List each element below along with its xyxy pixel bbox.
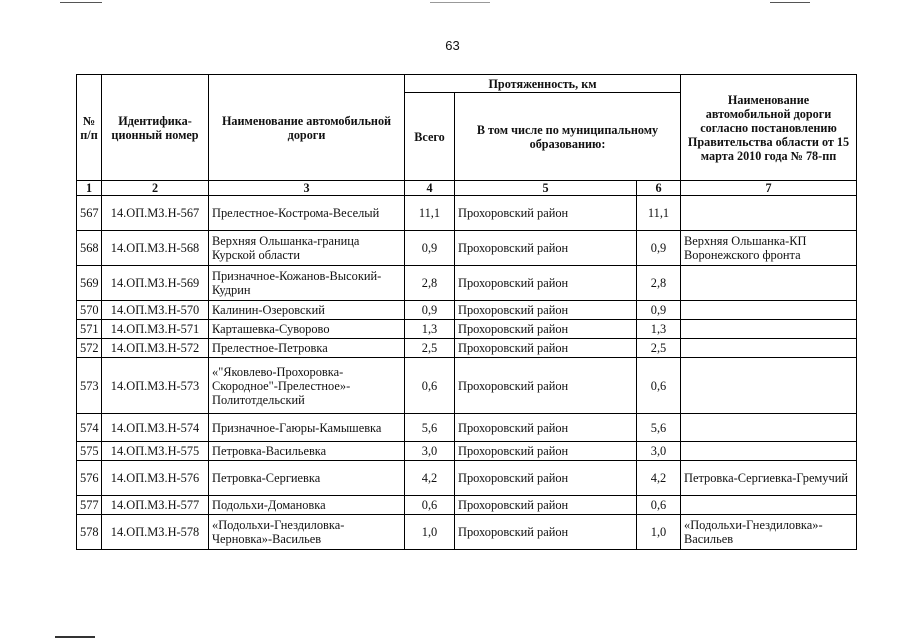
table-row	[77, 442, 857, 461]
cell-total: 11,1	[405, 196, 455, 231]
cell-total: 0,9	[405, 301, 455, 320]
cell-number: 577	[77, 496, 102, 515]
column-number: 4	[405, 181, 455, 196]
cell-district: Прохоровский район	[455, 339, 637, 358]
cell-district-km: 0,9	[637, 301, 681, 320]
cell-road-name: «"Яковлево-Прохоровка-Скородное"-Прелестное»-Политотдельский	[209, 358, 405, 414]
cell-number: 569	[77, 266, 102, 301]
cell-road-name: Калинин-Озеровский	[209, 301, 405, 320]
cell-district: Прохоровский район	[455, 301, 637, 320]
column-number: 1	[77, 181, 102, 196]
cell-road-name: Прелестное-Кострома-Веселый	[209, 196, 405, 231]
table-row	[77, 515, 857, 550]
cell-gov-name	[681, 414, 857, 442]
cell-district-km: 3,0	[637, 442, 681, 461]
table-row	[77, 196, 857, 231]
cell-number: 578	[77, 515, 102, 550]
scan-mark-top-right	[770, 2, 810, 3]
table-row	[77, 496, 857, 515]
column-number: 2	[102, 181, 209, 196]
cell-district-km: 0,6	[637, 358, 681, 414]
cell-district: Прохоровский район	[455, 515, 637, 550]
table-row	[77, 461, 857, 496]
cell-number: 575	[77, 442, 102, 461]
column-number: 5	[455, 181, 637, 196]
cell-number: 574	[77, 414, 102, 442]
table-row	[77, 320, 857, 339]
cell-number: 572	[77, 339, 102, 358]
header-total: Всего	[405, 93, 455, 181]
page-number: 63	[445, 38, 460, 53]
cell-total: 1,0	[405, 515, 455, 550]
column-number-row	[77, 181, 857, 196]
header-municipal: В том числе по муниципальному образованию:	[455, 93, 681, 181]
cell-gov-name: «Подольхи-Гнездиловка»-Васильев	[681, 515, 857, 550]
cell-gov-name: Петровка-Сергиевка-Гремучий	[681, 461, 857, 496]
cell-district-km: 11,1	[637, 196, 681, 231]
cell-gov-name	[681, 358, 857, 414]
cell-total: 2,8	[405, 266, 455, 301]
cell-total: 3,0	[405, 442, 455, 461]
cell-road-name: Верхняя Ольшанка-граница Курской области	[209, 231, 405, 266]
cell-identifier: 14.ОП.МЗ.Н-574	[102, 414, 209, 442]
scan-mark-top-left	[60, 2, 102, 3]
column-number: 7	[681, 181, 857, 196]
cell-number: 573	[77, 358, 102, 414]
cell-number: 576	[77, 461, 102, 496]
cell-district-km: 1,0	[637, 515, 681, 550]
header-road-name: Наименование автомобильной дороги	[209, 75, 405, 181]
cell-identifier: 14.ОП.МЗ.Н-575	[102, 442, 209, 461]
scan-mark-top-center	[430, 2, 490, 3]
table-row	[77, 301, 857, 320]
cell-identifier: 14.ОП.МЗ.Н-578	[102, 515, 209, 550]
table-row	[77, 414, 857, 442]
cell-identifier: 14.ОП.МЗ.Н-568	[102, 231, 209, 266]
cell-district-km: 1,3	[637, 320, 681, 339]
cell-total: 0,6	[405, 496, 455, 515]
cell-identifier: 14.ОП.МЗ.Н-567	[102, 196, 209, 231]
header-length: Протяженность, км	[405, 75, 681, 93]
cell-district: Прохоровский район	[455, 320, 637, 339]
cell-identifier: 14.ОП.МЗ.Н-569	[102, 266, 209, 301]
cell-district-km: 4,2	[637, 461, 681, 496]
cell-district: Прохоровский район	[455, 358, 637, 414]
roads-table	[76, 74, 857, 550]
cell-district-km: 0,9	[637, 231, 681, 266]
cell-gov-name	[681, 496, 857, 515]
header-identifier: Идентифика-ционный номер	[102, 75, 209, 181]
cell-district-km: 2,8	[637, 266, 681, 301]
cell-gov-name	[681, 320, 857, 339]
cell-identifier: 14.ОП.МЗ.Н-570	[102, 301, 209, 320]
cell-district: Прохоровский район	[455, 266, 637, 301]
column-number: 6	[637, 181, 681, 196]
cell-gov-name	[681, 301, 857, 320]
header-gov-name: Наименование автомобильной дороги согласно постановлению Правительства области от 15 марта 2010 года № 78-пп	[681, 75, 857, 181]
column-number: 3	[209, 181, 405, 196]
cell-identifier: 14.ОП.МЗ.Н-576	[102, 461, 209, 496]
cell-gov-name	[681, 196, 857, 231]
cell-road-name: Петровка-Васильевка	[209, 442, 405, 461]
cell-gov-name: Верхняя Ольшанка-КП Воронежского фронта	[681, 231, 857, 266]
cell-identifier: 14.ОП.МЗ.Н-572	[102, 339, 209, 358]
cell-gov-name	[681, 339, 857, 358]
cell-total: 2,5	[405, 339, 455, 358]
header-number: № п/п	[77, 75, 102, 181]
cell-identifier: 14.ОП.МЗ.Н-577	[102, 496, 209, 515]
cell-total: 5,6	[405, 414, 455, 442]
cell-district: Прохоровский район	[455, 231, 637, 266]
table-row	[77, 231, 857, 266]
cell-total: 1,3	[405, 320, 455, 339]
cell-district-km: 0,6	[637, 496, 681, 515]
cell-road-name: Призначное-Кожанов-Высокий-Кудрин	[209, 266, 405, 301]
cell-district-km: 2,5	[637, 339, 681, 358]
cell-number: 571	[77, 320, 102, 339]
cell-number: 567	[77, 196, 102, 231]
cell-road-name: Призначное-Гаюры-Камышевка	[209, 414, 405, 442]
cell-district: Прохоровский район	[455, 461, 637, 496]
cell-identifier: 14.ОП.МЗ.Н-573	[102, 358, 209, 414]
cell-district-km: 5,6	[637, 414, 681, 442]
cell-gov-name	[681, 442, 857, 461]
cell-gov-name	[681, 266, 857, 301]
cell-road-name: Прелестное-Петровка	[209, 339, 405, 358]
cell-total: 4,2	[405, 461, 455, 496]
cell-total: 0,9	[405, 231, 455, 266]
cell-road-name: Карташевка-Суворово	[209, 320, 405, 339]
table-row	[77, 358, 857, 414]
cell-number: 568	[77, 231, 102, 266]
table-row	[77, 266, 857, 301]
cell-district: Прохоровский район	[455, 196, 637, 231]
cell-identifier: 14.ОП.МЗ.Н-571	[102, 320, 209, 339]
cell-road-name: Подольхи-Домановка	[209, 496, 405, 515]
cell-district: Прохоровский район	[455, 496, 637, 515]
cell-district: Прохоровский район	[455, 442, 637, 461]
table-row	[77, 339, 857, 358]
scan-mark-bottom-left	[55, 636, 95, 638]
cell-road-name: «Подольхи-Гнездиловка-Черновка»-Васильев	[209, 515, 405, 550]
cell-road-name: Петровка-Сергиевка	[209, 461, 405, 496]
cell-number: 570	[77, 301, 102, 320]
cell-district: Прохоровский район	[455, 414, 637, 442]
cell-total: 0,6	[405, 358, 455, 414]
